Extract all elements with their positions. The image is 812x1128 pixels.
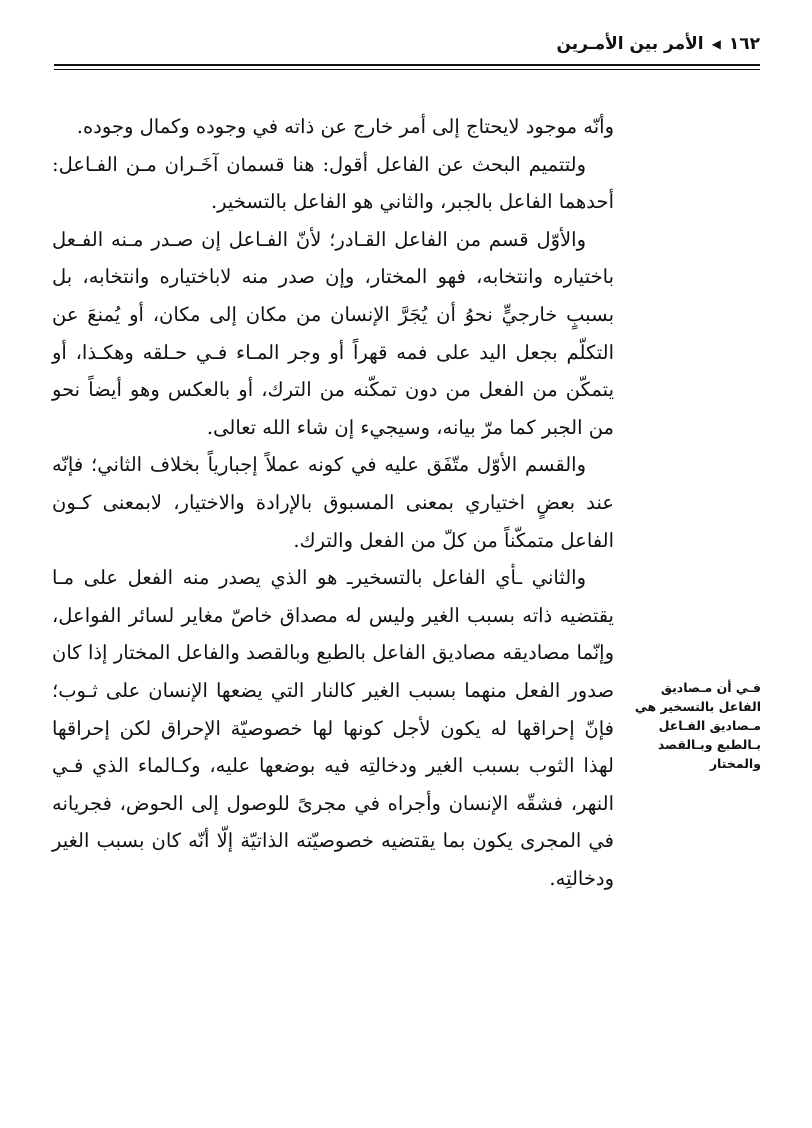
paragraph: والقسم الأوّل متّفَق عليه في كونه عملاً إجبارياً بخلاف الثاني؛ فإنّه عند بعضٍ اختياري بمعنى المسبوق بالإرادة والاختيار، لابمعنى كـون الفاعل متمكّناً من كلّ من الفعل والترك. xyxy=(52,453,614,552)
running-header xyxy=(54,34,760,54)
header-rule-thin xyxy=(54,69,760,70)
paragraph: والأوّل قسم من الفاعل القـادر؛ لأنّ الفـاعل إن صـدر مـنه الفـعل باختياره وانتخابه، فهو المختار، وإن صدر منه لاباختياره وانتخابه، بل بسببٍ خارجيٍّ نحوُ أن يُجَرَّ الإنسان من مكان إلى مكان، أو يُمنعَ عن التكلّم بجعل اليد على فمه قهراً أو وجر المـاء فـي حـلقه وهكـذا، أو يتمكّن من الفعل من دون تمكّنه من الترك، أو بالعكس وهو أيضاً نحو من الجبر كما مرّ بيانه، وسيجيء إن شاء الله تعالى. xyxy=(52,227,614,439)
page-number: ١٦٢ xyxy=(728,34,760,54)
paragraph: ولتتميم البحث عن الفاعل أقول: هنا قسمان آخَـران مـن الفـاعل: أحدهما الفاعل بالجبر، والثاني هو الفاعل بالتسخير. xyxy=(52,152,614,214)
margin-note: فـي أن مـصاديق الفاعل بالتسخير هي مـصاديق الفـاعل بـالطبع وبـالقصد والمختار xyxy=(634,680,761,771)
triangle-marker-icon: ◀ xyxy=(711,37,721,51)
paragraph: وأنّه موجود لايحتاج إلى أمر خارج عن ذاته في وجوده وكمال وجوده. xyxy=(76,115,614,138)
paragraph: والثاني ـأي الفاعل بالتسخيرـ هو الذي يصدر منه الفعل على مـا يقتضيه ذاته بسبب الغير وليس له مصداق خاصّ مغاير لسائر الفواعل، وإنّما مصاديقه مصاديق الفاعل بالطبع وبالقصد والفاعل المختار إذا كان صدور الفعل منهما بسبب الغير كالنار التي يضعها الإنسان على ثـوب؛ فإنّ إحراقها له يكون لأجل كونها لها خصوصيّة الإحراق لكن إحراقها لهذا الثوب بسبب الغير ودخالتِه فيه بوضعها عليه، وكـالماء الذي فـي النهر، فشقّه الإنسان وأجراه في مجرىً للوصول إلى الحوض، فجريانه في المجرى يكون بما يقتضيه خصوصيّته الذاتيّة إلّا أنّه كان بسبب الغير ودخالتِه. xyxy=(52,566,614,890)
page-body xyxy=(52,108,614,897)
header-rule xyxy=(54,64,760,66)
running-title: الأمر بين الأمـرين xyxy=(556,34,704,54)
